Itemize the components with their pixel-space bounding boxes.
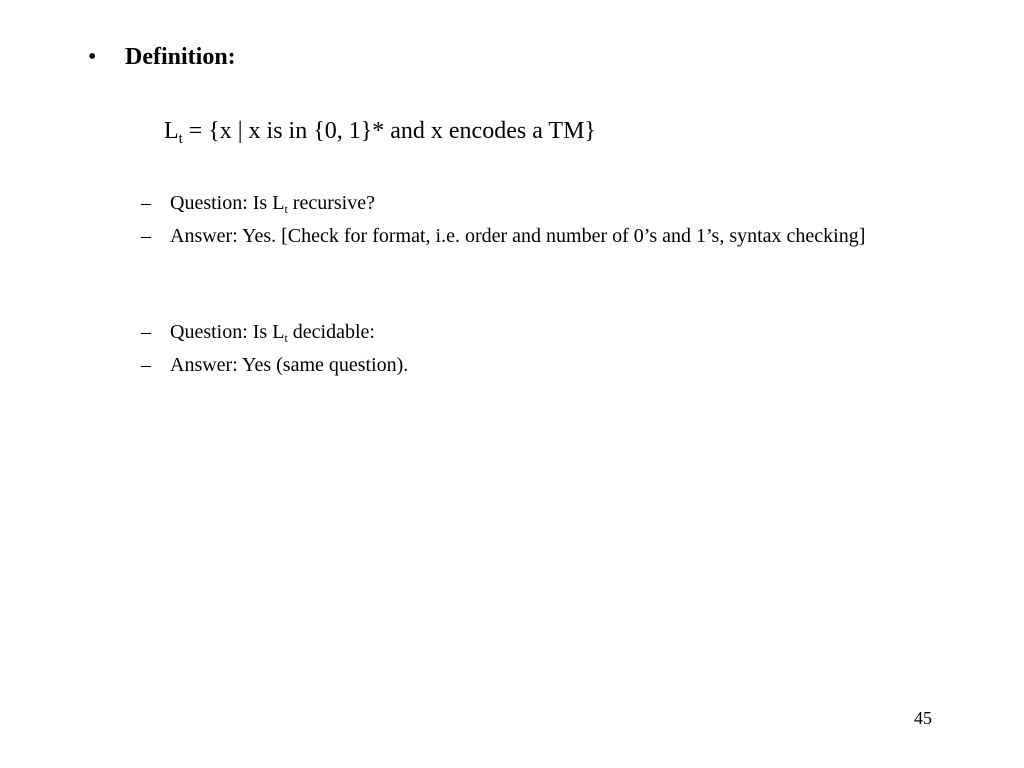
dash-icon: – — [141, 225, 151, 247]
answer-recursive — [141, 223, 901, 249]
definition-bullet — [88, 43, 236, 71]
answer-decidable — [141, 352, 901, 378]
bullet-icon: • — [88, 44, 97, 70]
item-text: Answer: Yes. [Check for format, i.e. order and number of 0’s and 1’s, syntax checking] — [170, 225, 866, 247]
item-text: Answer: Yes (same question). — [170, 354, 409, 376]
dash-icon: – — [141, 354, 151, 376]
formula-lhs: L — [164, 118, 179, 144]
dash-icon: – — [141, 192, 151, 214]
question-recursive — [141, 190, 901, 216]
page-number: 45 — [914, 708, 932, 728]
item-text: Question: Is $L_t$ decidable: — [170, 321, 375, 346]
formula-rhs: = {x | x is in {0, 1}* and x encodes a TM} — [182, 118, 596, 144]
dash-icon: – — [141, 321, 151, 343]
language-definition-formula — [164, 117, 596, 148]
item-text: Question: Is $L_t$ recursive? — [170, 192, 375, 217]
formula-lhs-subscript: t — [178, 131, 183, 148]
question-decidable — [141, 319, 901, 345]
definition-heading: Definition: — [125, 44, 236, 70]
